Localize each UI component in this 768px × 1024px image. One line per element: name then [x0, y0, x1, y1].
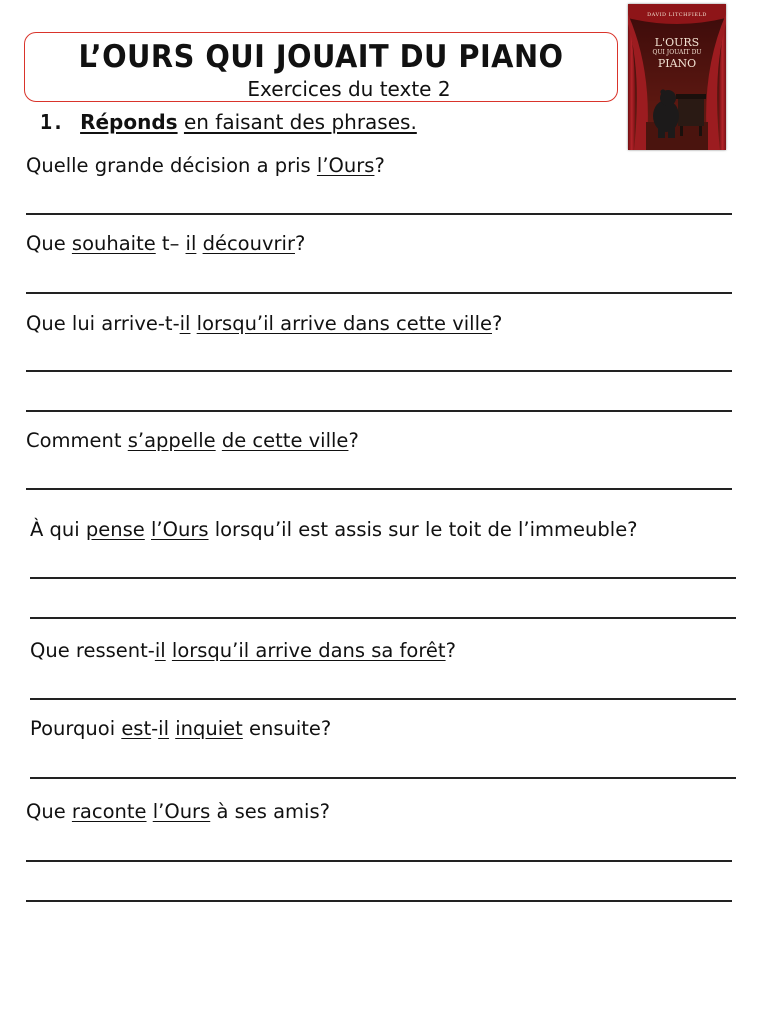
answer-line[interactable]	[30, 617, 736, 619]
underlined-word: il	[185, 232, 197, 255]
answer-line[interactable]	[30, 777, 736, 779]
underlined-word: lorsqu’il arrive dans sa forêt	[171, 639, 446, 662]
answer-line[interactable]	[26, 292, 732, 294]
cover-title-line2: QUI JOUAIT DU	[652, 49, 702, 56]
underlined-word: découvrir	[202, 232, 295, 255]
instruction-text: en faisant des phrases.	[183, 110, 417, 134]
question-text: ?	[492, 312, 503, 335]
underlined-word: l’Ours	[316, 154, 375, 177]
underlined-word: raconte	[71, 800, 147, 823]
question-8	[26, 800, 330, 823]
question-text: ?	[374, 154, 385, 177]
question-text: -	[151, 717, 159, 740]
underlined-word: il	[154, 639, 166, 662]
answer-line[interactable]	[26, 213, 732, 215]
underlined-word: est	[121, 717, 152, 740]
underlined-word: il	[158, 717, 170, 740]
instruction-number: 1.	[40, 110, 65, 134]
question-3	[26, 312, 502, 335]
question-text: ?	[348, 429, 359, 452]
underlined-word: s’appelle	[127, 429, 216, 452]
question-text: À qui	[30, 518, 86, 541]
underlined-word: l’Ours	[152, 800, 211, 823]
question-text: Que	[26, 800, 72, 823]
question-text: à ses amis?	[210, 800, 330, 823]
question-text: t–	[155, 232, 186, 255]
question-text: ?	[445, 639, 456, 662]
instruction	[40, 110, 417, 134]
question-1	[26, 154, 385, 177]
instruction-verb: Réponds	[80, 110, 178, 134]
question-6	[30, 639, 456, 662]
question-text: lorsqu’il est assis sur le toit de l’immeuble?	[208, 518, 638, 541]
question-7	[30, 717, 331, 740]
underlined-word: de cette ville	[221, 429, 349, 452]
question-text: Pourquoi	[30, 717, 122, 740]
underlined-word: souhaite	[71, 232, 156, 255]
answer-line[interactable]	[26, 900, 732, 902]
answer-line[interactable]	[30, 698, 736, 700]
underlined-word: l’Ours	[151, 518, 209, 541]
question-text: Comment	[26, 429, 128, 452]
answer-line[interactable]	[26, 488, 732, 490]
title-box	[24, 32, 618, 102]
question-2	[26, 232, 305, 255]
underlined-word: pense	[85, 518, 145, 541]
answer-line[interactable]	[30, 577, 736, 579]
question-5	[30, 518, 638, 541]
cover-title-line3: PIANO	[657, 57, 697, 70]
question-text: Que ressent-	[30, 639, 155, 662]
book-cover-image	[628, 4, 726, 150]
question-text: ?	[294, 232, 306, 255]
cover-title-line1: L'OURS	[654, 36, 700, 49]
question-text: ensuite?	[242, 717, 332, 740]
answer-line[interactable]	[26, 410, 732, 412]
question-4	[26, 429, 359, 452]
cover-author: DAVID LITCHFIELD	[647, 12, 707, 18]
answer-line[interactable]	[26, 860, 732, 862]
underlined-word: il	[179, 312, 191, 335]
page-subtitle: Exercices du texte 2	[247, 77, 451, 101]
page-title: L’OURS QUI JOUAIT DU PIANO	[78, 39, 564, 75]
question-text: Que lui arrive-t-	[26, 312, 180, 335]
answer-line[interactable]	[26, 370, 732, 372]
book-cover-illustration	[628, 4, 726, 150]
question-text: Que	[26, 232, 72, 255]
question-text: Quelle grande décision a pris	[26, 154, 317, 177]
underlined-word: inquiet	[175, 717, 243, 740]
underlined-word: lorsqu’il arrive dans cette ville	[196, 312, 492, 335]
